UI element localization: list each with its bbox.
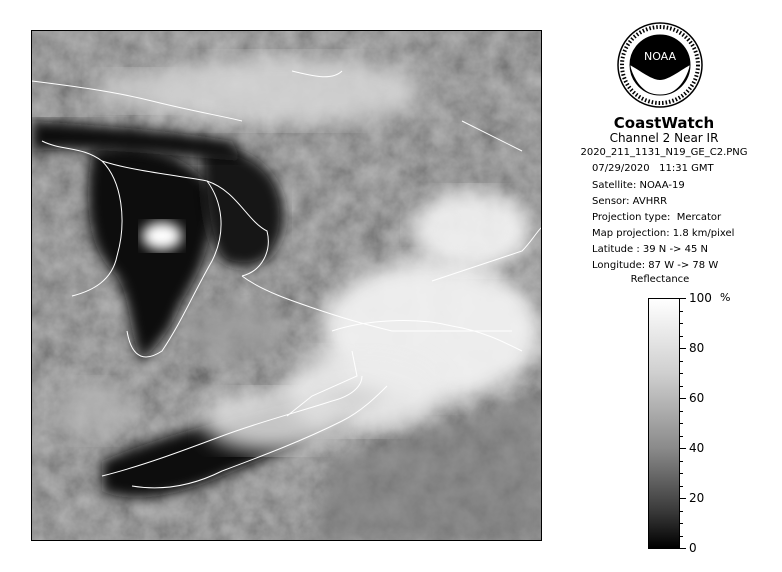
colorbar-tick-label: 60 [689,391,705,405]
logo-text: NOAA [643,50,677,63]
noaa-logo [617,22,703,108]
colorbar-minor-tick [680,323,683,324]
colorbar-minor-tick [680,423,683,424]
colorbar-minor-tick [680,398,686,399]
colorbar-minor-tick [680,536,683,537]
colorbar-minor-tick [680,511,683,512]
map-projection: Map projection: 1.8 km/pixel [592,228,735,239]
colorbar-minor-tick [680,311,683,312]
colorbar-tick-label: 100 [689,291,712,305]
satellite-label: Satellite: NOAA-19 [592,180,685,191]
colorbar-tick-label: 40 [689,441,705,455]
latitude-range: Latitude : 39 N -> 45 N [592,244,708,255]
colorbar-minor-tick [680,448,686,449]
sensor-label: Sensor: AVHRR [592,196,668,207]
satellite-image [32,31,542,541]
colorbar-title: Reflectance [630,274,690,285]
colorbar-minor-tick [680,386,683,387]
colorbar-minor-tick [680,298,686,299]
colorbar-minor-tick [680,373,683,374]
date-time: 07/29/2020 11:31 GMT [592,163,714,174]
colorbar-minor-tick [680,498,686,499]
colorbar-minor-tick [680,436,683,437]
colorbar-minor-tick [680,336,683,337]
colorbar-minor-tick [680,361,683,362]
colorbar-minor-tick [680,411,683,412]
projection-type: Projection type: Mercator [592,212,722,223]
channel-label: Channel 2 Near IR [609,131,719,145]
colorbar-minor-tick [680,523,683,524]
colorbar-minor-tick [680,461,683,462]
colorbar-minor-tick [680,486,683,487]
longitude-range: Longitude: 87 W -> 78 W [592,260,719,271]
colorbar-tick-label: 0 [689,541,697,555]
satellite-map[interactable] [31,30,542,541]
reflectance-colorbar [648,298,680,549]
colorbar-unit: % [720,291,731,304]
file-name: 2020_211_1131_N19_GE_C2.PNG [580,147,748,158]
colorbar-tick-label: 20 [689,491,705,505]
colorbar-minor-tick [680,348,686,349]
colorbar-minor-tick [680,548,686,549]
colorbar-tick-label: 80 [689,341,705,355]
colorbar-minor-tick [680,473,683,474]
product-title: CoastWatch [613,114,715,132]
